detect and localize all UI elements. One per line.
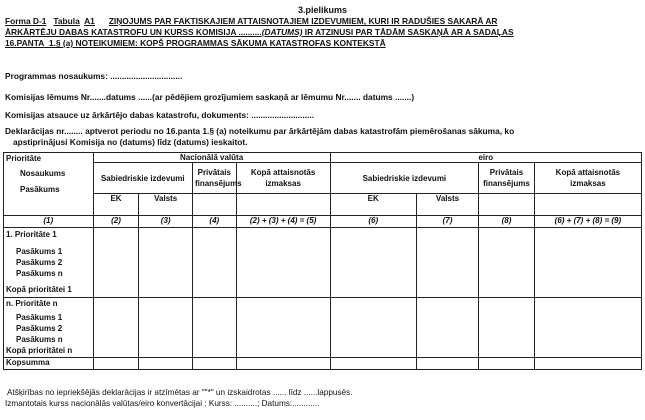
list-item: Pasākums 1 xyxy=(16,247,63,256)
grand-total-row xyxy=(4,358,642,370)
list-item: Pasākums 1 xyxy=(16,313,63,322)
private-funding-euro-header: Privātais finansējums xyxy=(479,163,535,194)
report-title-line3: 16.PANTA 1.§ (a) NOTEIKUMIEM: KOPŠ PROGRAMMAS SĀKUMA KATASTROFAS KONTEKSTĀ xyxy=(5,38,386,48)
column-number-row: (1) (2) (3) (4) (2) + (3) + (4) = (5) (6) (7) (8) (6) + (7) + (8) = (9) xyxy=(4,216,642,228)
national-currency-header: Nacionālā valūta xyxy=(93,153,330,163)
program-name-field: Programmas nosaukums: ............................... xyxy=(5,71,183,81)
report-title-line2: ĀRKĀRTĒJU DABAS KATASTROFU UN KURSS KOMISIJA ..........(DATUMS) IR ATZINUSI PAR TĀDĀM SASKAŅĀ AR A SADAĻAS xyxy=(5,27,514,37)
priority-header-cell: Prioritāte Nosaukums Pasākums xyxy=(4,153,94,216)
list-item: Pasākums n xyxy=(16,335,63,344)
private-funding-national-header: Privātais finansējums xyxy=(192,163,236,194)
priority-1-total: Kopā prioritātei 1 xyxy=(6,285,72,294)
priority-group-1-cell xyxy=(4,228,94,298)
grand-total-label: Kopsumma xyxy=(4,358,94,370)
disaster-reference-field: Komisijas atsauce uz ārkārtējo dabas katastrofu, dokuments: ........................... xyxy=(5,110,315,120)
priority-group-n-cell xyxy=(4,298,94,358)
list-item: Pasākums n xyxy=(16,269,63,278)
total-eligible-national-header: Kopā attaisnotās izmaksas xyxy=(236,163,330,194)
priority-n-title: n. Prioritāte n xyxy=(6,299,58,308)
report-title-line1: ZIŅOJUMS PAR FAKTISKAJIEM ATTAISNOTAJIEM IZDEVUMIEM, KURI IR RADUŠIES SAKARĀ AR xyxy=(108,16,498,26)
appendix-label: 3.pielikums xyxy=(297,5,348,15)
table-number: A1 xyxy=(84,16,95,26)
declaration-line2: apstiprinājusi Komisija no (datums) līdz (datums) ieskaitot. xyxy=(13,137,248,147)
public-exp-national-header: Sabiedriskie izdevumi xyxy=(93,163,192,194)
declaration-line1: Deklarācijas nr........ aptverot periodu no 16.panta 1.§ (a) noteikumu par ārkārtējām dabas katastrofām piemērošanas sākuma, ko xyxy=(5,126,515,136)
priority-group-n-row xyxy=(4,298,642,358)
state-euro-header: Valsts xyxy=(416,194,478,216)
form-code: Forma D-1 xyxy=(5,16,47,26)
footnote-differences: Atšķirības no iepriekšējās deklarācijas ir atzīmētas ar ""*" un izskaidrotas ...... līdz ......lappusēs. xyxy=(7,388,353,397)
expenditure-table xyxy=(3,152,642,370)
total-eligible-euro-header: Kopā attaisnotās izmaksas xyxy=(534,163,641,194)
commission-decision-field: Komisijas lēmums Nr.......datums ......(ar pēdējiem grozījumiem saskaņā ar lēmumu Nr....... datums .......) xyxy=(5,92,415,102)
priority-group-1-row xyxy=(4,228,642,298)
public-exp-euro-header: Sabiedriskie izdevumi xyxy=(330,163,479,194)
priority-n-total: Kopā prioritātei n xyxy=(6,346,73,355)
ek-euro-header: EK xyxy=(330,194,416,216)
ek-national-header: EK xyxy=(93,194,139,216)
state-national-header: Valsts xyxy=(139,194,193,216)
priority-1-title: 1. Prioritāte 1 xyxy=(6,230,57,239)
list-item: Pasākums 2 xyxy=(16,324,63,333)
table-word: Tabula xyxy=(53,16,80,26)
list-item: Pasākums 2 xyxy=(16,258,63,267)
euro-header: eiro xyxy=(330,153,641,163)
footnote-exchange-rate: Izmantotais kurss nacionālās valūtas/eiro konvertācijai : Kurss: ..........; Datums:............ xyxy=(5,399,320,408)
